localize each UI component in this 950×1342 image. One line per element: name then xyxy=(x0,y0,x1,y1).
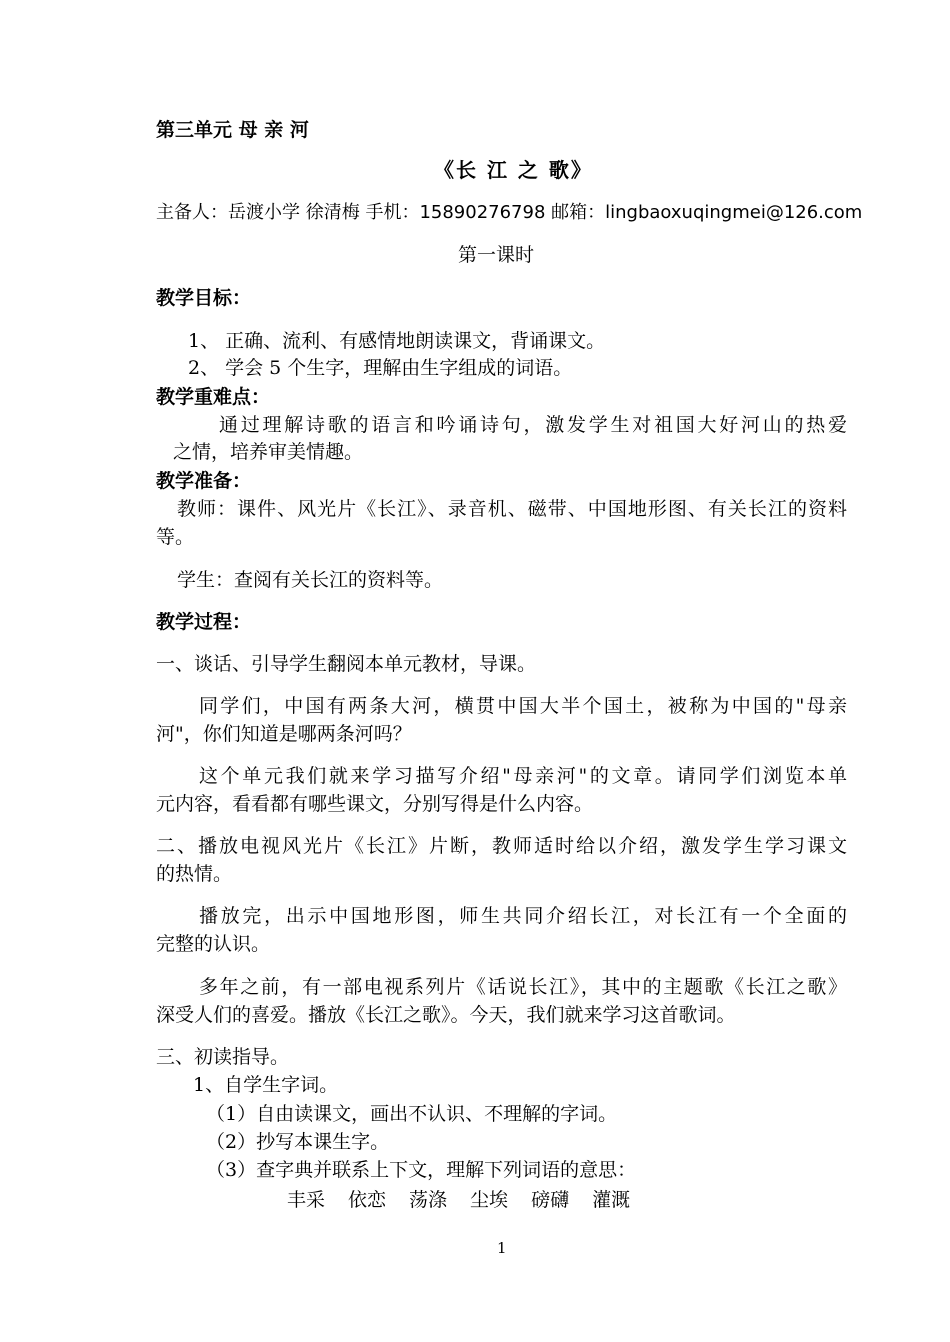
paragraph-line: 完整的认识。 xyxy=(156,933,271,955)
paragraph-line: 深受人们的喜爱。播放《长江之歌》。今天，我们就来学习这首歌词。 xyxy=(156,1004,736,1026)
teacher-preparation: 教师：课件、风光片《长江》、录音机、磁带、中国地形图、有关长江的资料 xyxy=(177,498,847,520)
paragraph-line: 同学们，中国有两条大河，横贯中国大半个国土，被称为中国的"母亲 xyxy=(199,695,847,717)
teacher-preparation: 等。 xyxy=(156,526,195,548)
vocabulary-list xyxy=(287,1188,653,1212)
preparation-heading: 教学准备： xyxy=(156,470,252,492)
sub-step-item: （1）自由读课文，画出不认识、不理解的字词。 xyxy=(206,1103,618,1125)
paragraph-line: 这个单元我们就来学习描写介绍"母亲河"的文章。请同学们浏览本单 xyxy=(199,765,847,787)
unit-title: 第三单元 母 亲 河 xyxy=(156,119,309,141)
author-line: 主备人：岳渡小学 徐清梅 手机：15890276798 邮箱：lingbaoxuqingmei@126.com xyxy=(156,202,863,223)
sub-step-item: （3）查字典并联系上下文，理解下列词语的意思： xyxy=(206,1159,637,1181)
objective-item: 1、 正确、流利、有感情地朗读课文，背诵课文。 xyxy=(188,330,606,352)
session-label: 第一课时 xyxy=(458,244,535,266)
key-points-text: 通过理解诗歌的语言和吟诵诗句，激发学生对祖国大好河山的热爱 xyxy=(219,414,847,436)
paragraph-line: 元内容，看看都有哪些课文，分别写得是什么内容。 xyxy=(156,793,594,815)
vocab-word: 荡涤 xyxy=(409,1189,448,1211)
paragraph-line: 播放完，出示中国地形图，师生共同介绍长江，对长江有一个全面的 xyxy=(199,905,847,927)
step-heading: 二、播放电视风光片《长江》片断，教师适时给以介绍，激发学生学习课文 xyxy=(156,835,847,857)
paragraph-line: 河"，你们知道是哪两条河吗？ xyxy=(156,723,412,745)
key-points-text: 之情，培养审美情趣。 xyxy=(173,441,364,463)
step-heading: 的热情。 xyxy=(156,863,233,885)
vocab-word: 灌溉 xyxy=(592,1189,631,1211)
paragraph-line: 多年之前，有一部电视系列片《话说长江》，其中的主题歌《长江之歌》 xyxy=(199,976,847,998)
step-heading: 三、初读指导。 xyxy=(156,1046,290,1068)
vocab-word: 依恋 xyxy=(348,1189,387,1211)
student-preparation: 学生：查阅有关长江的资料等。 xyxy=(177,569,444,591)
process-heading: 教学过程： xyxy=(156,611,252,633)
objectives-heading: 教学目标： xyxy=(156,287,252,309)
key-points-heading: 教学重难点： xyxy=(156,386,271,408)
vocab-word: 磅礴 xyxy=(531,1189,570,1211)
vocab-word: 丰采 xyxy=(287,1189,326,1211)
objective-item: 2、 学会 5 个生字，理解由生字组成的词语。 xyxy=(188,357,573,379)
sub-step: 1、自学生字词。 xyxy=(193,1074,339,1096)
lesson-title: 《长 江 之 歌》 xyxy=(434,158,593,182)
sub-step-item: （2）抄写本课生字。 xyxy=(206,1131,390,1153)
vocab-word: 尘埃 xyxy=(470,1189,509,1211)
page-number: 1 xyxy=(497,1239,507,1257)
step-heading: 一、谈话、引导学生翻阅本单元教材，导课。 xyxy=(156,653,537,675)
